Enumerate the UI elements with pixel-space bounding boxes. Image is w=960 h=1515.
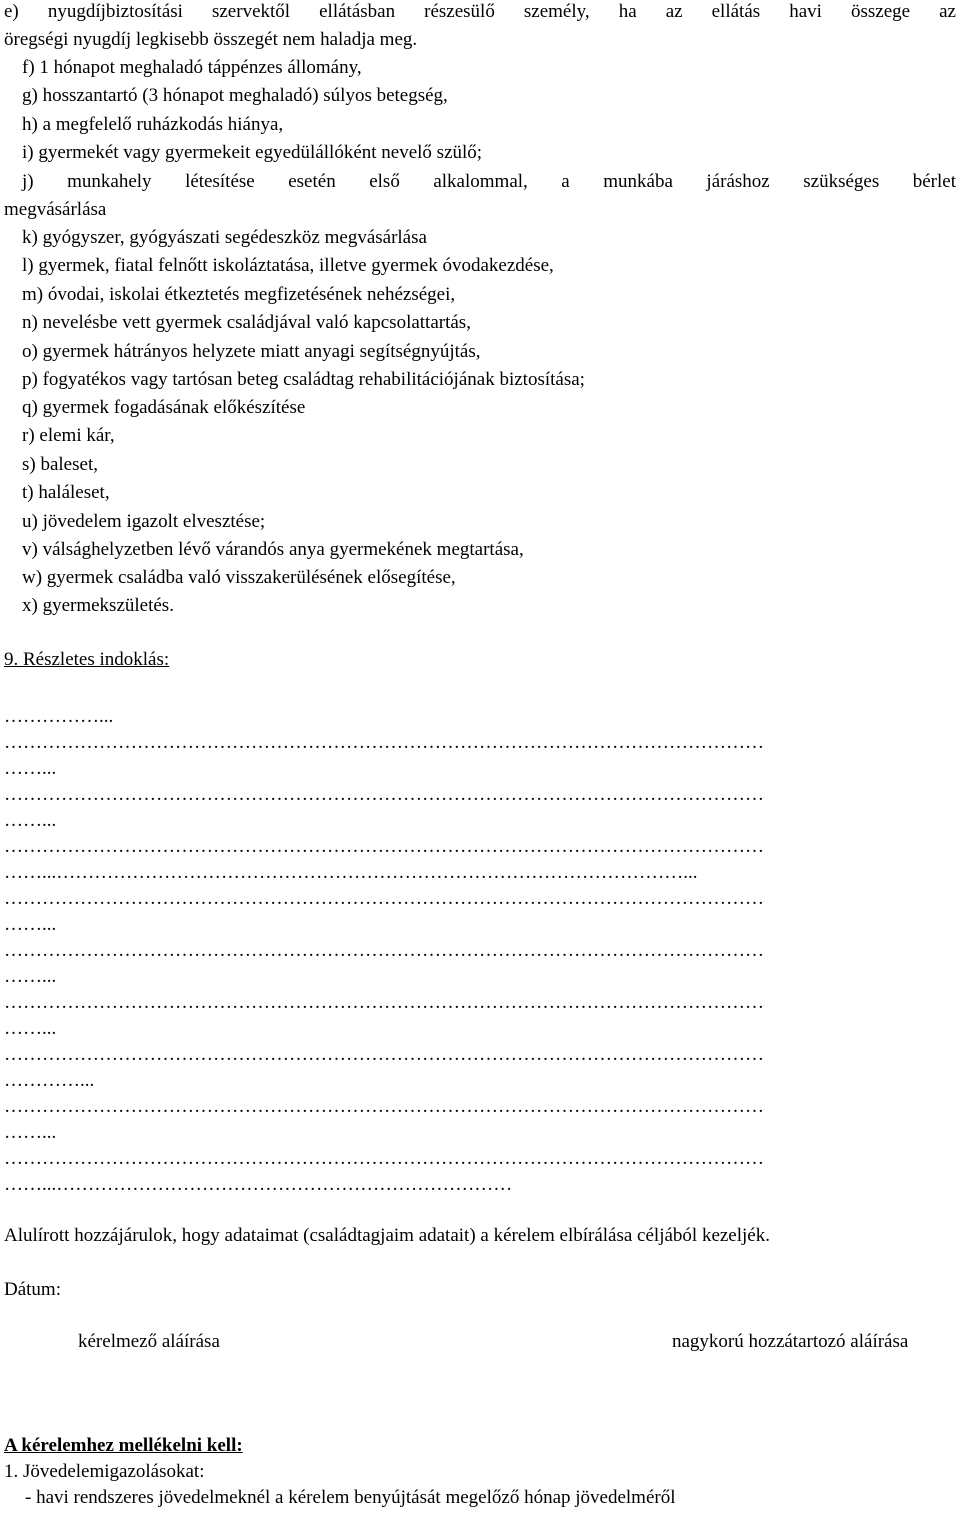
dotted-line: …………... [4,1070,95,1091]
list-item-v: v) válsághelyzetben lévő várandós anya gyermekének megtartása, [22,539,524,560]
list-item-r: r) elemi kár, [22,425,115,446]
list-item-m: m) óvodai, iskolai étkeztetés megfizetésének nehézségei, [22,284,456,305]
dotted-line: ……... [4,1122,57,1143]
list-item-q: q) gyermek fogadásának előkészítése [22,397,306,418]
list-item-h: h) a megfelelő ruházkodás hiánya, [22,114,284,135]
dotted-line: ……...……………………………………………………………… [4,1174,513,1195]
list-item-j-line-2: megvásárlása [4,199,107,220]
attachment-item-1-sub: - havi rendszeres jövedelmeknél a kérelem benyújtását megelőző hónap jövedelméről [25,1487,676,1508]
dotted-line: ……... [4,758,57,779]
list-item-p: p) fogyatékos vagy tartósan beteg családtag rehabilitációjának biztosítása; [22,369,585,390]
dotted-line: ……...………………………………………………………………………………………... [4,862,698,883]
list-item-g: g) hosszantartó (3 hónapot meghaladó) súlyos betegség, [22,85,448,106]
date-label: Dátum: [4,1279,61,1300]
dotted-line: ………………………………………………………………………………………………………… [4,784,764,805]
relative-signature-label: nagykorú hozzátartozó aláírása [672,1331,909,1352]
list-item-n: n) nevelésbe vett gyermek családjával való kapcsolattartás, [22,312,471,333]
attachment-item-1: 1. Jövedelemigazolásokat: [4,1461,205,1482]
dotted-line: ……... [4,914,57,935]
dotted-line: ………………………………………………………………………………………………………… [4,1096,764,1117]
dotted-line: ………………………………………………………………………………………………………… [4,888,764,909]
dotted-line: ……... [4,966,57,987]
list-item-f: f) 1 hónapot meghaladó táppénzes állomány, [22,57,362,78]
dotted-line: ………………………………………………………………………………………………………… [4,940,764,961]
list-item-w: w) gyermek családba való visszakerülésének elősegítése, [22,567,456,588]
dotted-line: ……... [4,1018,57,1039]
dotted-line: ………………………………………………………………………………………………………… [4,732,764,753]
dotted-line: ………………………………………………………………………………………………………… [4,1148,764,1169]
dotted-line: ……... [4,810,57,831]
section-heading-reasoning: 9. Részletes indoklás: [4,649,170,670]
list-item-l: l) gyermek, fiatal felnőtt iskoláztatása, illetve gyermek óvodakezdése, [22,255,554,276]
dotted-line: ………………………………………………………………………………………………………… [4,1044,764,1065]
applicant-signature-label: kérelmező aláírása [78,1331,220,1352]
intro-line-2: öregségi nyugdíj legkisebb összegét nem haladja meg. [4,29,418,50]
list-item-u: u) jövedelem igazolt elvesztése; [22,511,266,532]
consent-statement: Alulírott hozzájárulok, hogy adataimat (családtagjaim adatait) a kérelem elbírálása céljából kezeljék. [4,1225,770,1246]
attachments-heading: A kérelemhez mellékelni kell: [4,1435,243,1456]
list-item-x: x) gyermekszületés. [22,595,174,616]
dotted-line: ………………………………………………………………………………………………………… [4,992,764,1013]
dotted-line: ……………... [4,706,114,727]
dotted-line: ………………………………………………………………………………………………………… [4,836,764,857]
list-item-i: i) gyermekét vagy gyermekeit egyedülállóként nevelő szülő; [22,142,483,163]
list-item-k: k) gyógyszer, gyógyászati segédeszköz megvásárlása [22,227,427,248]
intro-line-1: e) nyugdíjbiztosítási szervektől ellátásban részesülő személy, ha az ellátás havi összege az [4,1,956,22]
list-item-j-line-1: j) munkahely létesítése esetén első alkalommal, a munkába járáshoz szükséges bérlet [22,171,956,192]
list-item-o: o) gyermek hátrányos helyzete miatt anyagi segítségnyújtás, [22,341,481,362]
list-item-t: t) haláleset, [22,482,110,503]
list-item-s: s) baleset, [22,454,98,475]
